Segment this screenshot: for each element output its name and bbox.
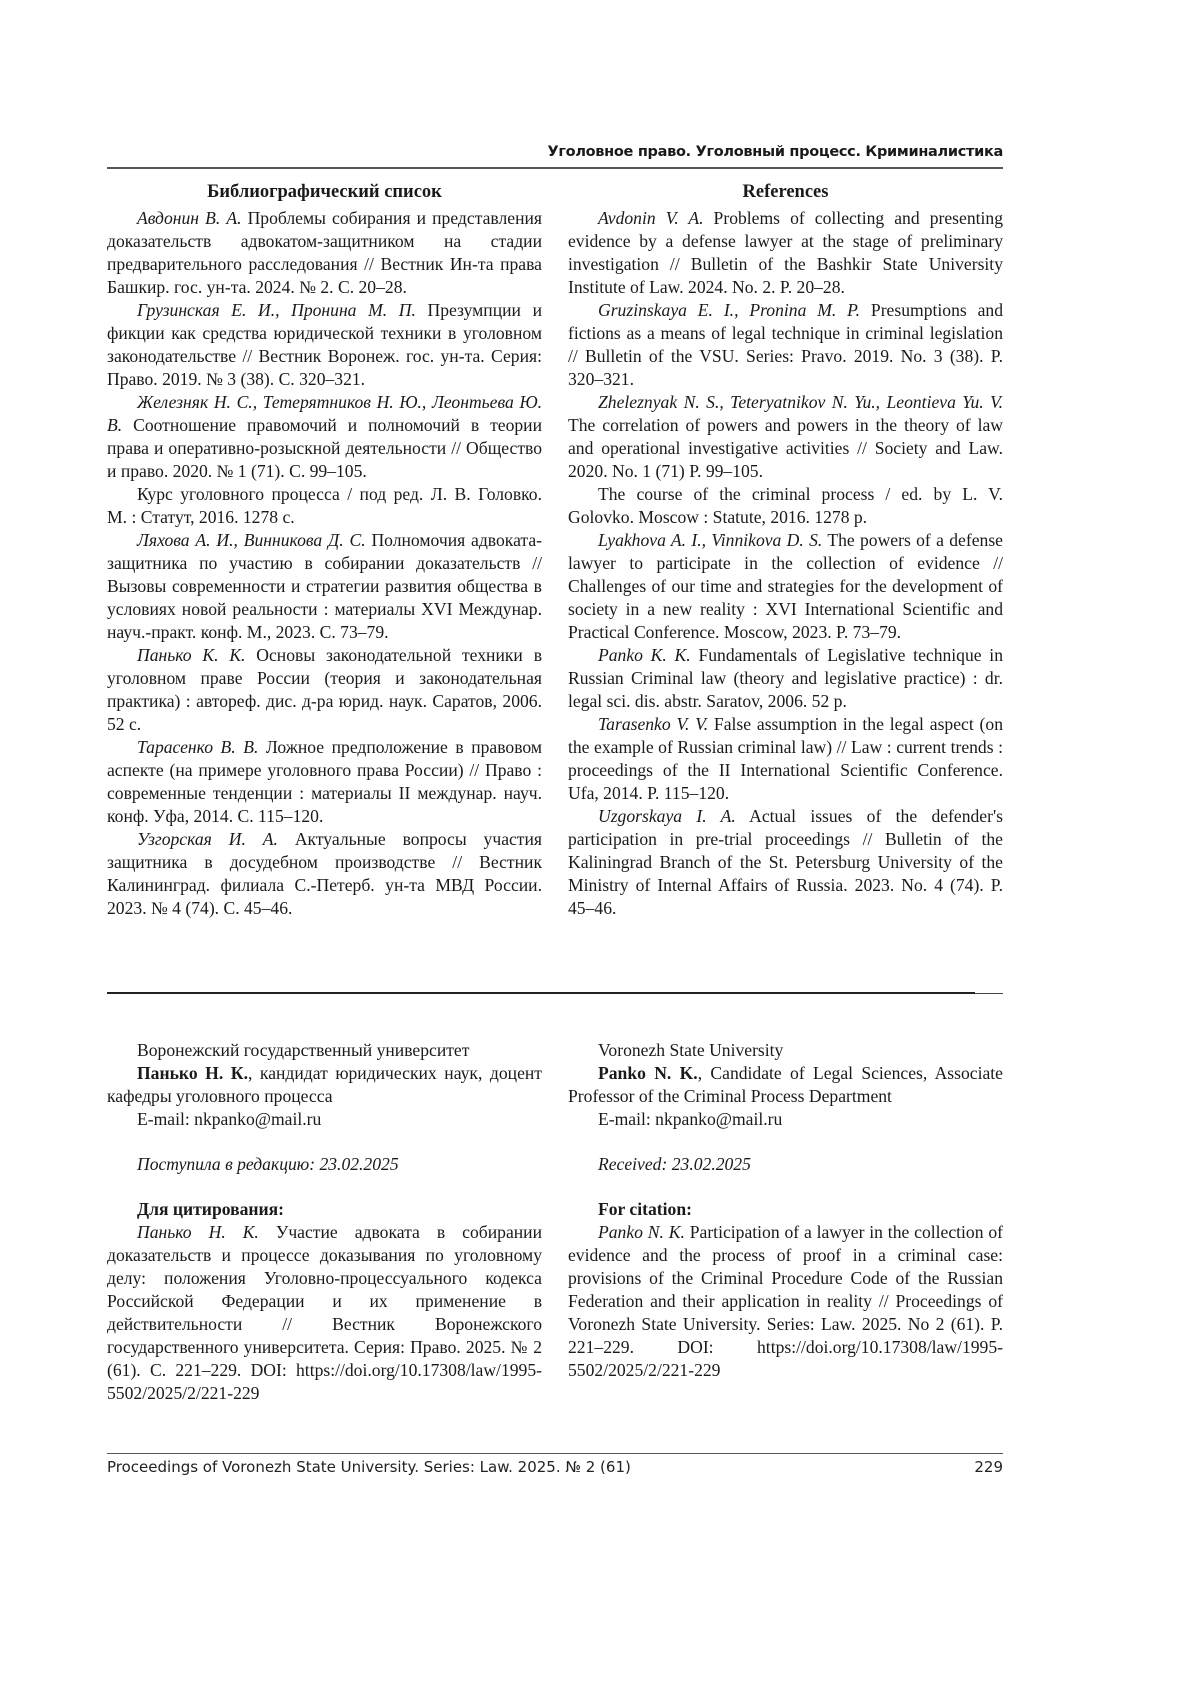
reference-author: Узгорская И. А. <box>137 829 278 849</box>
reference-entry <box>107 644 542 736</box>
reference-entry <box>107 483 542 529</box>
reference-text: The course of the criminal process / ed. by L. V. Golovko. Moscow : Statute, 2016. 1278 p. <box>568 484 1003 527</box>
bibliography-ru <box>107 181 542 920</box>
journal-name: Proceedings of Voronezh State University. Series: Law. 2025. № 2 (61) <box>107 1458 631 1476</box>
reference-author: Ляхова А. И., Винникова Д. С. <box>137 530 366 550</box>
citation-author: Панько Н. К. <box>137 1222 259 1242</box>
author-email[interactable]: E-mail: nkpanko@mail.ru <box>107 1108 542 1131</box>
reference-entry <box>107 391 542 483</box>
reference-author: Панько К. К. <box>137 645 245 665</box>
reference-text: The correlation of powers and powers in the theory of law and operational investigative activities // Society and Law. 2020. No. 1 (71) P. 99–105. <box>568 415 1003 481</box>
reference-entry <box>568 529 1003 644</box>
reference-text: Ложное предположение в правовом аспекте (на примере уголовного права России) // Право : современные тенденции : материалы II междунар. науч. конф. Уфа, 2014. С. 115–120. <box>107 737 542 826</box>
bibliography-list <box>107 207 542 920</box>
reference-author: Железняк Н. С., Тетерятников Н. Ю., Леонтьева Ю. В. <box>107 392 542 435</box>
reference-author: Avdonin V. A. <box>598 208 704 228</box>
reference-author: Gruzinskaya E. I., Pronina M. P. <box>598 300 860 320</box>
reference-author: Panko K. K. <box>598 645 691 665</box>
citation-heading: Для цитирования: <box>107 1198 542 1221</box>
author-line <box>568 1062 1003 1108</box>
section-divider-end <box>975 993 1003 994</box>
reference-text: Problems of collecting and presenting evidence by a defense lawyer at the stage of preliminary investigation // Bulletin of the Bashkir State University Institute of Law. 2024. No. 2. P. 20–28. <box>568 208 1003 297</box>
affiliation: Воронежский государственный университет <box>107 1039 542 1062</box>
reference-text: Соотношение правомочий и полномочий в теории права и оперативно-розыскной деятельности // Общество и право. 2020. № 1 (71). С. 99–105. <box>107 415 542 481</box>
citation-text <box>568 1221 1003 1382</box>
reference-author: Zheleznyak N. S., Teteryatnikov N. Yu., Leontieva Yu. V. <box>598 392 1003 412</box>
section-divider <box>107 992 975 994</box>
reference-text: Презумпции и фикции как средства юридической техники в уголовном законодательстве // Вестник Воронеж. гос. ун-та. Серия: Право. 2019. № 3 (38). С. 320–321. <box>107 300 542 389</box>
author-email[interactable]: E-mail: nkpanko@mail.ru <box>568 1108 1003 1131</box>
reference-text: Presumptions and fictions as a means of legal technique in criminal legislation // Bulletin of the VSU. Series: Pravo. 2019. No. 3 (38). P. 320–321. <box>568 300 1003 389</box>
reference-text: Основы законодательной техники в уголовном праве России (теория и законодательная практика) : автореф. дис. д-ра юрид. наук. Саратов, 2006. 52 с. <box>107 645 542 734</box>
citation-text <box>107 1221 542 1405</box>
affiliation: Voronezh State University <box>568 1039 1003 1062</box>
author-line <box>107 1062 542 1108</box>
running-head: Уголовное право. Уголовный процесс. Криминалистика <box>107 144 1003 160</box>
reference-entry <box>107 736 542 828</box>
citation-body: Участие адвоката в собирании доказательств и процессе доказывания по уголовному делу: положения Уголовно-процессуального кодекса Российской Федерации и их применение в действительности // Вестник Воронежского государственного университета. Серия: Право. 2025. № 2 (61). С. 221–229. DOI: https://doi.org/10.17308/law/1995-5502/2025/2/221-229 <box>107 1222 542 1403</box>
citation-author: Panko N. K. <box>598 1222 685 1242</box>
reference-entry <box>568 713 1003 805</box>
reference-text: Проблемы собирания и представления доказательств адвокатом-защитником на стадии предварительного расследования // Вестник Ин-та права Башкир. гос. ун-та. 2024. № 2. С. 20–28. <box>107 208 542 297</box>
reference-text: Fundamentals of Legislative technique in Russian Criminal law (theory and legislative practice) : dr. legal sci. dis. abstr. Saratov, 2006. 52 p. <box>568 645 1003 711</box>
reference-author: Uzgorskaya I. A. <box>598 806 736 826</box>
bibliography-heading: Библиографический список <box>107 181 542 204</box>
reference-entry <box>568 805 1003 920</box>
reference-author: Тарасенко В. В. <box>137 737 258 757</box>
author-info-en <box>568 1039 1003 1382</box>
footer-divider <box>107 1453 1003 1454</box>
received-date: Поступила в редакцию: 23.02.2025 <box>107 1153 542 1176</box>
reference-text: The powers of a defense lawyer to participate in the collection of evidence // Challenges of our time and strategies for the development of society in a new reality : XVI International Scientific and Practical Conference. Moscow, 2023. P. 73–79. <box>568 530 1003 642</box>
reference-text: Actual issues of the defender's participation in pre-trial proceedings // Bulletin of the Kaliningrad Branch of the St. Petersburg University of the Ministry of Internal Affairs of Russia. 2023. No. 4 (74). P. 45–46. <box>568 806 1003 918</box>
reference-author: Lyakhova A. I., Vinnikova D. S. <box>598 530 822 550</box>
reference-author: Грузинская Е. И., Пронина М. П. <box>137 300 416 320</box>
author-name: Панько Н. К. <box>137 1063 248 1083</box>
reference-entry <box>568 299 1003 391</box>
reference-text: False assumption in the legal aspect (on the example of Russian criminal law) // Law : current trends : proceedings of the II International Scientific Conference. Ufa, 2014. P. 115–120. <box>568 714 1003 803</box>
reference-text: Полномочия адвоката-защитника по участию в собирании доказательств // Вызовы современности и стратегии развития общества в условиях новой реальности : материалы XVI Междунар. науч.-практ. конф. М., 2023. С. 73–79. <box>107 530 542 642</box>
reference-entry <box>107 299 542 391</box>
author-name: Panko N. K. <box>598 1063 698 1083</box>
page-number: 229 <box>974 1458 1003 1476</box>
page-footer <box>107 1458 1003 1476</box>
reference-entry <box>107 529 542 644</box>
author-description: , кандидат юридических наук, доцент кафедры уголовного процесса <box>107 1063 542 1106</box>
reference-entry <box>107 828 542 920</box>
reference-text: Курс уголовного процесса / под ред. Л. В. Головко. М. : Статут, 2016. 1278 с. <box>107 484 542 527</box>
received-date: Received: 23.02.2025 <box>568 1153 1003 1176</box>
author-info-ru <box>107 1039 542 1405</box>
author-description: , Candidate of Legal Sciences, Associate Professor of the Criminal Process Department <box>568 1063 1003 1106</box>
header-divider <box>107 167 1003 169</box>
citation-body: Participation of a lawyer in the collection of evidence and the process of proof in a criminal case: provisions of the Criminal Procedure Code of the Russian Federation and their application in reality // Proceedings of Voronezh State University. Series: Law. 2025. No 2 (61). P. 221–229. DOI: https://doi.org/10.17308/law/1995-5502/2025/2/221-229 <box>568 1222 1003 1380</box>
reference-entry <box>568 644 1003 713</box>
reference-text: Актуальные вопросы участия защитника в досудебном производстве // Вестник Калининград. филиала С.-Петерб. ун-та МВД России. 2023. № 4 (74). С. 45–46. <box>107 829 542 918</box>
reference-entry <box>568 391 1003 483</box>
references-heading: References <box>568 181 1003 204</box>
reference-author: Tarasenko V. V. <box>598 714 708 734</box>
citation-heading: For citation: <box>568 1198 1003 1221</box>
document-page <box>0 0 1200 1697</box>
reference-entry <box>107 207 542 299</box>
references-en <box>568 181 1003 920</box>
reference-entry <box>568 483 1003 529</box>
reference-author: Авдонин В. А. <box>137 208 241 228</box>
reference-entry <box>568 207 1003 299</box>
references-list <box>568 207 1003 920</box>
